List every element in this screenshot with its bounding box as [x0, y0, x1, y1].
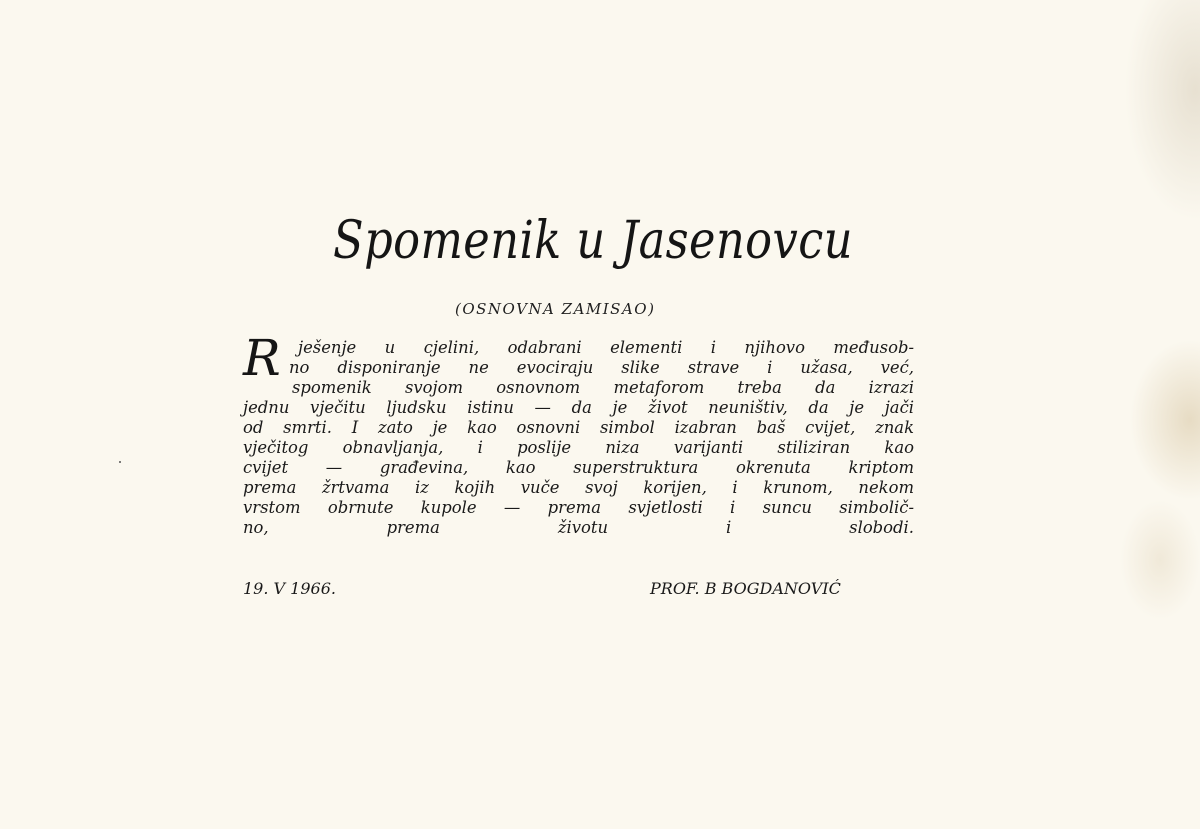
document-subtitle: (OSNOVNA ZAMISAO)	[455, 300, 656, 318]
body-line-2: no disponiranje ne evociraju slike strave i užasa, već,	[289, 358, 914, 377]
drop-cap: R	[243, 329, 281, 387]
body-line-5: od smrti. I zato je kao osnovni simbol izabran baš cvijet, znak	[243, 418, 914, 437]
paper-speck	[119, 461, 121, 463]
body-line-3: spomenik svojom osnovnom metaforom treba da izrazi	[292, 378, 914, 397]
body-line-8: prema žrtvama iz kojih vuče svoj korijen, i krunom, nekom	[243, 478, 914, 497]
body-line-10: no, prema životu i slobodi.	[243, 518, 914, 537]
body-line-4: jednu vječitu ljudsku istinu — da je život neuništiv, da je jači	[243, 398, 914, 417]
document-title: Spomenik u Jasenovcu	[333, 211, 853, 271]
body-line-6: vječitog obnavljanja, i poslije niza varijanti stiliziran kao	[243, 438, 914, 457]
body-line-7: cvijet — građevina, kao superstruktura okrenuta kriptom	[243, 458, 914, 477]
document-date: 19. V 1966.	[243, 579, 336, 598]
body-line-1: ješenje u cjelini, odabrani elementi i njihovo međusob-	[298, 338, 914, 357]
document-author: PROF. B BOGDANOVIĆ	[650, 579, 841, 598]
body-line-9: vrstom obrnute kupole — prema svjetlosti i suncu simbolič-	[243, 498, 914, 517]
